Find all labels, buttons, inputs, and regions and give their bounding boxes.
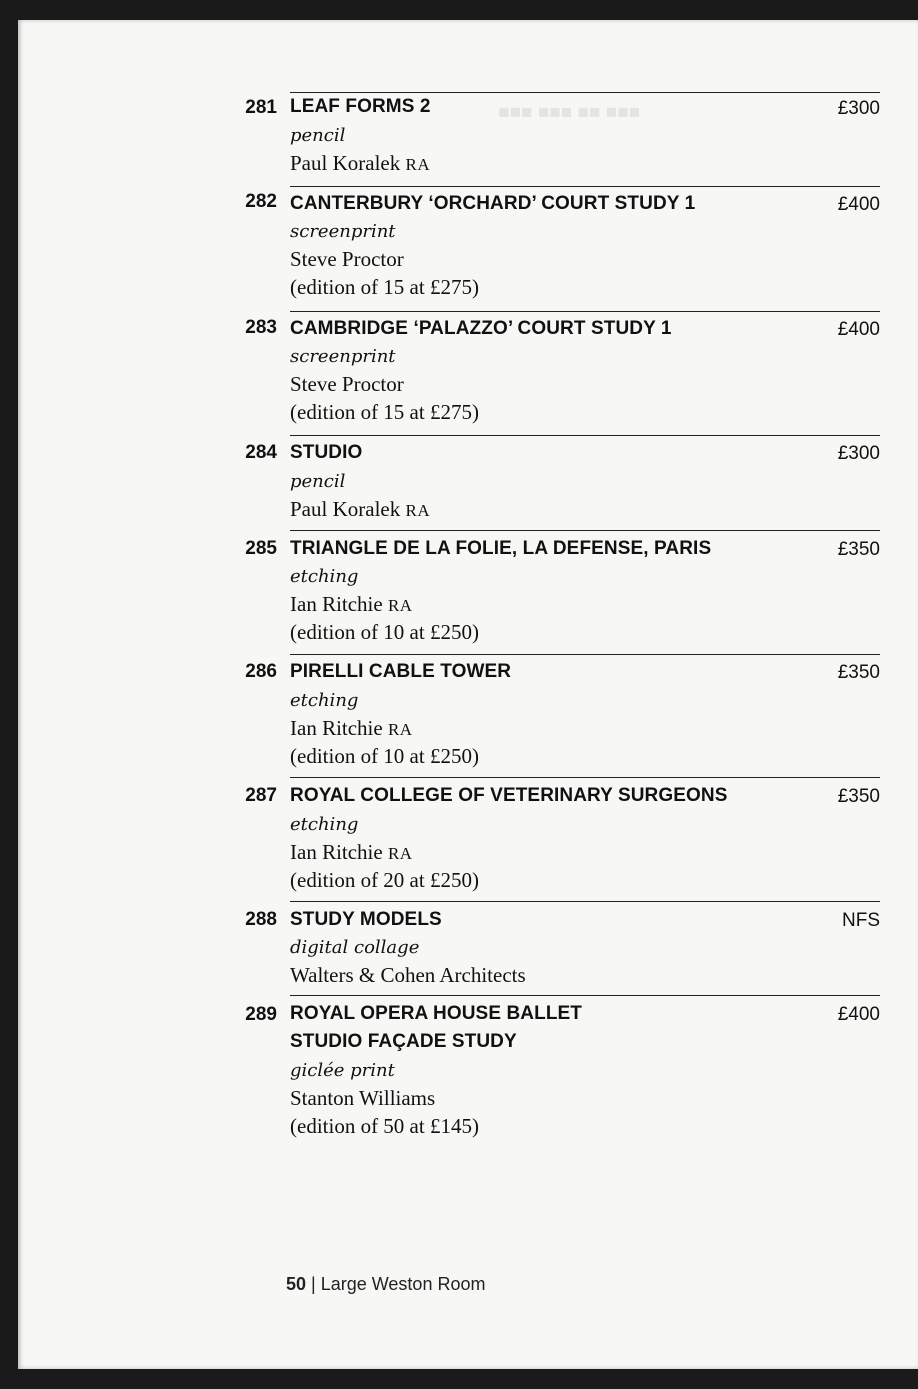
entry-title: CANTERBURY ‘ORCHARD’ COURT STUDY 1 [290,193,696,214]
entry-edition: (edition of 10 at £250) [290,620,479,644]
entry-medium: giclée print [290,1060,395,1081]
entry-artist-line [290,716,413,741]
entry-artist: Steve Proctor [290,372,404,396]
entry-artist: Ian Ritchie [290,840,383,864]
entry-title: STUDIO [290,442,363,463]
entry-edition: (edition of 10 at £250) [290,744,479,768]
entry-artist-line [290,840,413,865]
entry-number: 284 [245,442,277,463]
show-through-decoration: ■■■ ■■ ■■■ ■■■ [498,102,641,123]
entry-number: 286 [245,661,277,682]
entry-title: STUDY MODELS [290,909,442,930]
entry-number: 281 [245,97,277,118]
entry-artist: Paul Koralek [290,151,401,175]
entry-medium: pencil [290,471,346,492]
entry-artist: Steve Proctor [290,247,404,271]
entry-edition: (edition of 50 at £145) [290,1114,479,1138]
entry-price: £300 [837,443,880,464]
entry-divider [290,186,880,187]
entry-number: 287 [245,785,277,806]
entry-medium: etching [290,814,359,835]
entry-price: £400 [837,194,880,215]
entry-artist: Ian Ritchie [290,592,383,616]
entry-edition: (edition of 15 at £275) [290,400,479,424]
entry-divider [290,777,880,778]
entry-price: £400 [837,319,880,340]
entry-edition: (edition of 20 at £250) [290,868,479,892]
entry-title: TRIANGLE DE LA FOLIE, LA DEFENSE, PARIS [290,538,712,559]
entry-divider [290,435,880,436]
entry-artist-line [290,497,430,522]
entry-title: ROYAL OPERA HOUSE BALLET STUDIO FAÇADE STUDY [290,1003,583,1052]
entry-title: PIRELLI CABLE TOWER [290,661,512,682]
entry-medium: screenprint [290,346,396,367]
entry-divider [290,901,880,902]
ra-suffix: RA [405,501,431,520]
entry-divider [290,654,880,655]
entry-price: £400 [837,1004,880,1025]
entry-edition: (edition of 15 at £275) [290,275,479,299]
entry-price: NFS [842,910,880,931]
entry-artist: Ian Ritchie [290,716,383,740]
entry-medium: screenprint [290,221,396,242]
entry-medium: etching [290,566,359,587]
entry-title: LEAF FORMS 2 [290,96,431,117]
entry-divider [290,995,880,996]
entry-artist-line [290,151,430,176]
entry-divider [290,530,880,531]
ra-suffix: RA [387,720,413,739]
entry-medium: etching [290,690,359,711]
entry-number: 285 [245,538,277,559]
entry-number: 282 [245,191,277,212]
entry-price: £300 [837,98,880,119]
entry-artist: Walters & Cohen Architects [290,963,526,987]
entry-price: £350 [837,539,880,560]
entry-artist: Stanton Williams [290,1086,436,1110]
entry-artist-line [290,592,413,617]
ra-suffix: RA [387,844,413,863]
entry-price: £350 [837,662,880,683]
entry-number: 283 [245,317,277,338]
ra-suffix: RA [405,155,431,174]
entry-title: ROYAL COLLEGE OF VETERINARY SURGEONS [290,785,728,806]
room-name: Large Weston Room [320,1274,486,1294]
entry-price: £350 [837,786,880,807]
entry-number: 288 [245,909,277,930]
page-footer [286,1274,485,1295]
entry-divider [290,311,880,312]
entry-medium: digital collage [290,937,420,958]
footer-separator: | [306,1274,321,1294]
ra-suffix: RA [387,596,413,615]
catalogue-page [18,20,918,1369]
entry-title: CAMBRIDGE ‘PALAZZO’ COURT STUDY 1 [290,318,672,339]
entry-artist: Paul Koralek [290,497,401,521]
page-number: 50 [286,1274,307,1294]
entry-medium: pencil [290,125,346,146]
entry-number: 289 [245,1004,277,1025]
